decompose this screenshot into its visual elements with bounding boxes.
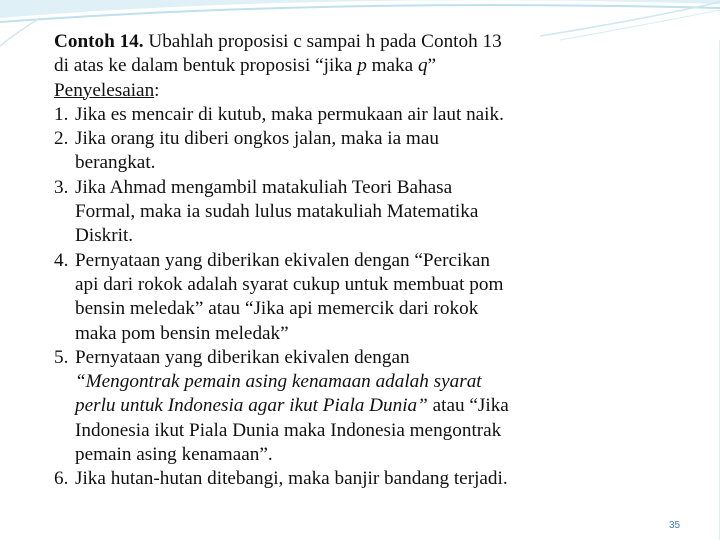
item-line: Jika hutan-hutan ditebangi, maka banjir bandang terjadi. (75, 468, 508, 490)
item-line: berangkat. (75, 152, 156, 174)
list-item (54, 103, 574, 127)
example-heading-line-2 (54, 54, 574, 78)
item-line: Jika es mencair di kutub, maka permukaan air laut naik. (75, 103, 504, 125)
list-item (54, 346, 574, 467)
answer-colon: : (154, 79, 160, 101)
variable-p: p (357, 55, 367, 77)
item-number: 5. (54, 346, 69, 368)
example-text-cont: di atas ke dalam bentuk proposisi “jika (54, 55, 358, 77)
item-italic-segment: perlu untuk Indonesia agar ikut Piala Dunia” (75, 395, 428, 417)
item-line: Jika Ahmad mengambil matakuliah Teori Bahasa (75, 176, 453, 198)
answer-heading-line (54, 79, 574, 103)
item-line: api dari rokok adalah syarat cukup untuk membuat pom (75, 273, 504, 295)
slide-content (54, 30, 574, 492)
item-number: 4. (54, 249, 69, 271)
example-label: Contoh 14. (54, 31, 144, 52)
list-item (54, 249, 574, 346)
item-number: 1. (54, 103, 69, 125)
list-item (54, 176, 574, 249)
item-text-segment: atau “Jika (427, 395, 509, 417)
answer-heading: Penyelesaian (54, 79, 155, 101)
item-line: Pernyataan yang diberikan ekivalen dengan (75, 346, 410, 368)
item-number: 3. (54, 176, 69, 198)
list-item (54, 127, 574, 176)
example-text: Ubahlah proposisi c sampai h pada Contoh 13 (143, 31, 502, 52)
item-number: 6. (54, 468, 69, 490)
item-line: Diskrit. (75, 225, 134, 247)
item-line: Jika orang itu diberi ongkos jalan, maka ia mau (75, 128, 439, 150)
item-line: bensin meledak” atau “Jika api memercik dari rokok (75, 298, 479, 320)
item-number: 2. (54, 128, 69, 150)
example-text-maka: maka (366, 55, 418, 77)
list-item (54, 467, 574, 491)
example-text-close-quote: ” (427, 55, 437, 77)
variable-q: q (417, 55, 428, 77)
example-heading-line-1 (54, 30, 574, 54)
item-line: maka pom bensin meledak” (75, 322, 289, 344)
item-line: Formal, maka ia sudah lulus matakuliah Matematika (75, 201, 479, 223)
item-line: pemain asing kenamaan”. (75, 444, 273, 466)
page-number: 35 (669, 520, 681, 531)
item-line: Indonesia ikut Piala Dunia maka Indonesia mengontrak (75, 419, 502, 441)
item-line-italic: “Mengontrak pemain asing kenamaan adalah syarat (75, 371, 482, 393)
item-line: Pernyataan yang diberikan ekivalen dengan “Percikan (75, 249, 491, 271)
item-line-mixed (75, 394, 574, 418)
